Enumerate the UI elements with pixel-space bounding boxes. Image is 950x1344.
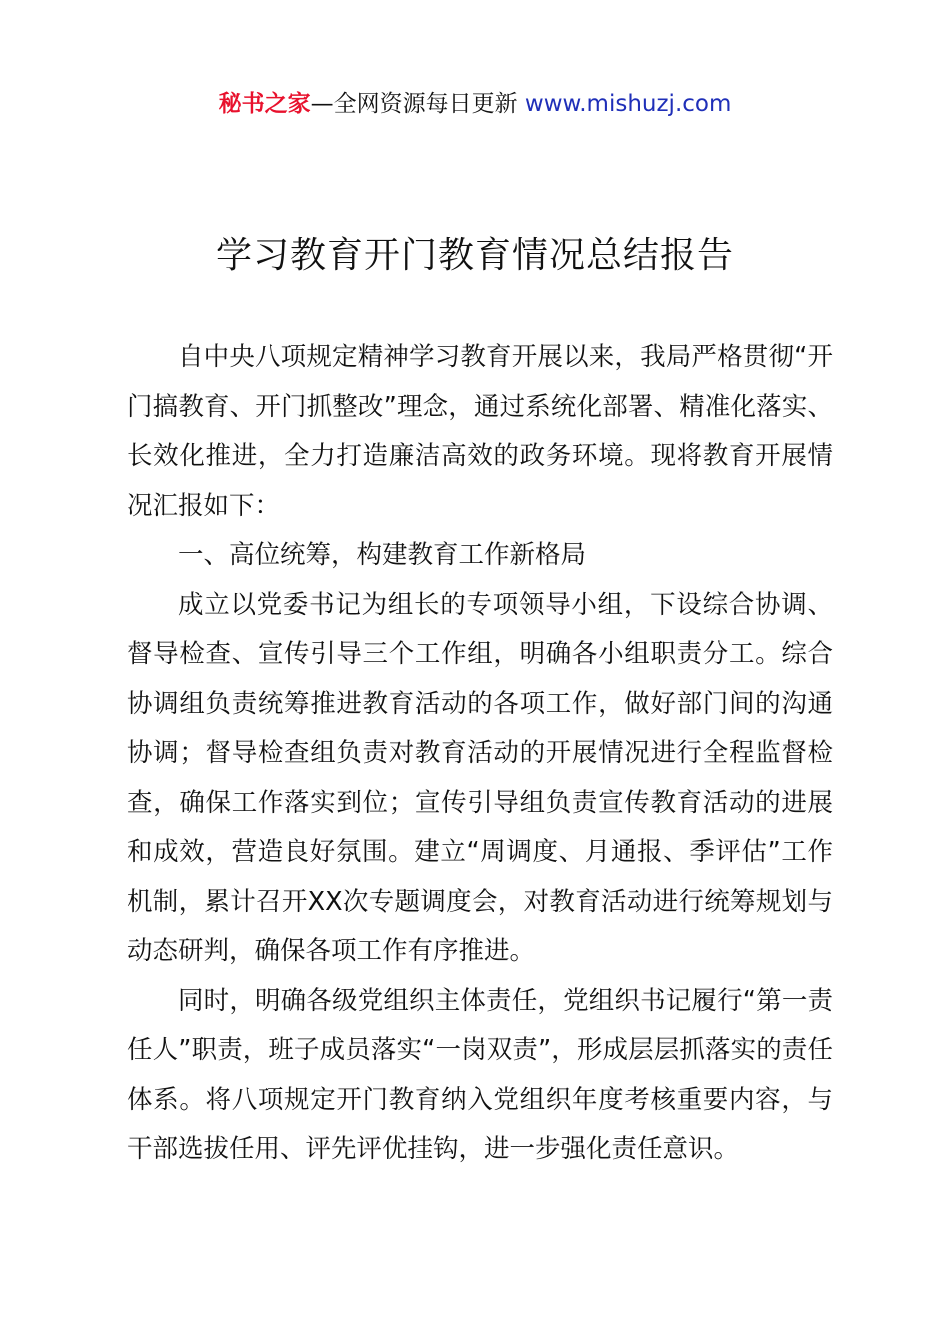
document-body — [127, 333, 833, 1175]
document-title: 学习教育开门教育情况总结报告 — [215, 235, 734, 276]
paragraph-intro: 自中央八项规定精神学习教育开展以来，我局严格贯彻“开门搞教育、开门抓整改”理念，通过系统化部署、精准化落实、长效化推进，全力打造廉洁高效的政务环境。现将教育开展情况汇报如下： — [127, 342, 833, 521]
site-header — [0, 86, 950, 122]
section-heading-1: 一、高位统筹，构建教育工作新格局 — [178, 540, 587, 570]
brand-name: 秘书之家 — [218, 91, 311, 117]
paragraph-responsibility: 同时，明确各级党组织主体责任，党组织书记履行“第一责任人”职责，班子成员落实“一岗双责”，形成层层抓落实的责任体系。将八项规定开门教育纳入党组织年度考核重要内容，与干部选拔任用、评先评优挂钩，进一步强化责任意识。 — [127, 985, 833, 1164]
header-slogan: —全网资源每日更新 — [310, 91, 525, 117]
paragraph-leadership-group: 成立以党委书记为组长的专项领导小组，下设综合协调、督导检查、宣传引导三个工作组，明确各小组职责分工。综合协调组负责统筹推进教育活动的各项工作，做好部门间的沟通协调；督导检查组负责对教育活动的开展情况进行全程监督检查，确保工作落实到位；宣传引导组负责宣传教育活动的进展和成效，营造良好氛围。建立“周调度、月通报、季评估”工作机制，累计召开XX次专题调度会，对教育活动进行统筹规划与动态研判，确保各项工作有序推进。 — [127, 589, 833, 966]
site-url-link[interactable]: www.mishuzj.com — [524, 91, 732, 117]
